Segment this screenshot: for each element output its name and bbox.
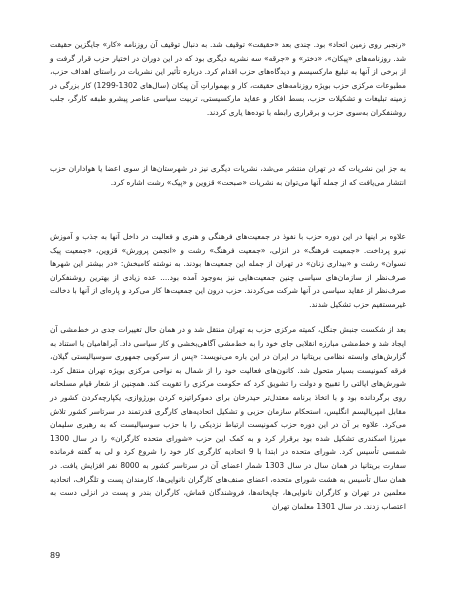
paragraph-1: «رنجبر روی زمین اتحاد» بود. چندی بعد «حقیقت» توقیف شد. به دنبال توقیف آن روزنامه «کار» جایگزین حقیقت شد. روزنامه‌های «پیکان»، «دختر» و «جرقه» سه نشریه دیگری بود که در این دوران در اختیار حزب قرار گرفت و از برخی از آنها به تبلیغ مارکسیسم و دیدگاه‌های حزب اقدام کرد. درباره تأثیر این نشریات در راستای اهداف حزب، مطبوعات مرکزی حزب بویژه روزنامه‌های حقیقت، کار و بهمواراتِ آن پیکان (سال‌های 1302-1299) کار بزرگی در زمینه تبلیغات و تشکیلات حزب، بسط افکار و عقاید مارکسیستی، تربیت سیاسی عناصر پیشرو طبقه کارگر، جلب روشنفکران به‌سوی حزب و برقراری رابطه با توده‌ها یاری کردند. <box>50 40 406 117</box>
paragraph-2: به جز این نشریات که در تهران منتشر می‌شد، نشریات دیگری نیز در شهرستان‌ها از سوی اعضا یا هواداران حزب انتشار می‌یافت که از جمله آنها می‌توان به نشریات «صبحت» قزوین و «پیک» رشت اشاره کرد. <box>50 164 406 187</box>
paragraph-4: بعد از شکست جنبش جنگل، کمیته مرکزی حزب به تهران منتقل شد و در همان حال تغییرات جدی در خط‌مشی آن ایجاد شد و خط‌مشی مبارزه انقلابی جای خود را به خط‌مشی آگاهی‌بخشی و کار سیاسی داد. آبراهامیان با استناد به گزارش‌های وابسته نظامی بریتانیا در ایران در این باره می‌نویسد: «پس از سرکوبی جمهوری سوسیالیستی گیلان، فرقه کمونیست بسیار متحول شد. کانون‌های فعالیت خود را از شمال به نواحی مرکزی بویژه تهران منتقل کرد. شورش‌های ایالتی را تقبیح و دولت را تشویق کرد که حکومت مرکزی را تقویت کند. همچنین از شعار قیام مسلحانه روی برگردانده بود و با اتخاذ برنامه معتدل‌تر حیدرخان برای دموکراتیزه کردن بورژوازی، یکپارچه‌کردن کشور در مقابل امپریالیسم انگلیس، استحکام سازمان حزبی و تشکیل اتحادیه‌های کارگری قدرتمند در سرتاسر کشور تلاش می‌کرد. علاوه بر آن در این دوره حزب کمونیست ارتباط نزدیکی را با حزب سوسیالیست که به رهبری سلیمان میرزا اسکندری تشکیل شده بود برقرار کرد و به کمک این حزب «شورای متحده کارگران» را در سال 1300 شمسی تأسیس کرد. شورای متحده در ابتدا با 9 اتحادیه کارگری کار خود را شروع کرد و لی به گفته فرمانده سفارت بریتانیا در همان سال در سال 1303 شمار اعضای آن در سرتاسر کشور به 8000 نفر افزایش یافت. در همان سال تأسیس به هشت شورای متحده، اعضای صنف‌های کارگران نانوایی‌ها، کارمندان پست و تلگراف، اتحادیه معلمین در تهران و کارگران نانوایی‌ها، چاپخانه‌ها، فروشندگان قماش، کارگران بندر و پست در انزلی دست به اعتصاب زدند. در سال 1301 معلمان تهران <box>50 325 406 511</box>
paragraph-3: علاوه بر اینها در این دوره حزب با نفوذ در جمعیت‌های فرهنگی و هنری و فعالیت در داخل آنها به جذب و آموزش نیرو پرداخت. «جمعیت فرهنگ» در انزلی، «جمعیت فرهنگ» رشت و «انجمن پرورش» قزوین، «جمعیت پیک نسوان» رشت و «بیداری زنان» در تهران از جمله این جمعیت‌ها بودند. به نوشته کامبخش: «در بیشتر این شهرها صرف‌نظر از سازمان‌های سیاسی چنین جمعیت‌هایی نیز به‌وجود آمده بود.... عده زیادی از بهترین روشنفکران صرف‌نظر از عقاید سیاسی در آنها شرکت می‌کردند. حزب درون این جمعیت‌ها کار می‌کرد و پاره‌ای از آنها با دخالت غیرمستقیم حزب تشکیل شدند. <box>50 232 406 309</box>
page-number: 89 <box>50 551 61 560</box>
